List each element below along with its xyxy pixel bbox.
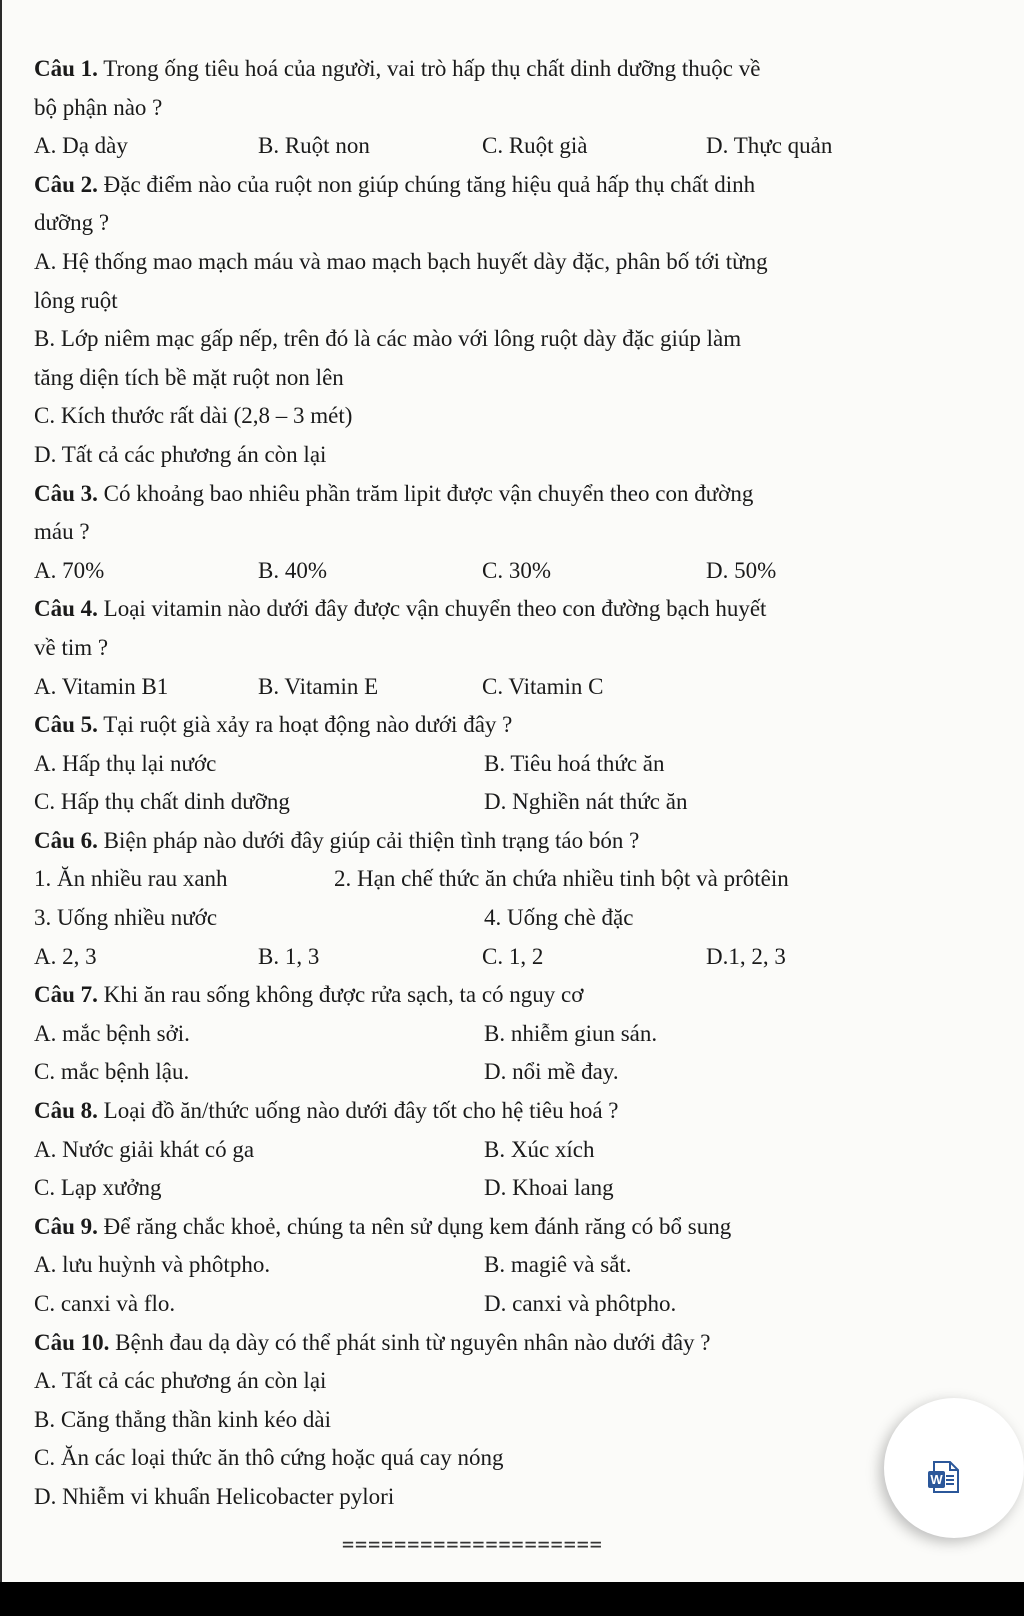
- options-row: [34, 552, 994, 591]
- option-c[interactable]: C. 1, 2: [482, 943, 544, 969]
- question-10: [34, 1324, 994, 1363]
- option-b[interactable]: B. Xúc xích: [484, 1136, 595, 1162]
- option-b-cont[interactable]: tăng diện tích bề mặt ruột non lên: [34, 364, 344, 390]
- options-row: [34, 938, 994, 977]
- option-c[interactable]: C. Hấp thụ chất dinh dưỡng: [34, 789, 290, 815]
- item-1: 1. Ăn nhiều rau xanh: [34, 866, 228, 892]
- option-d[interactable]: D. 50%: [706, 557, 777, 583]
- options-row: [34, 783, 994, 822]
- question-text-cont: dưỡng ?: [34, 210, 110, 236]
- option-b[interactable]: B. 40%: [258, 557, 327, 583]
- question-title: Câu 4.: [34, 596, 98, 622]
- option-d[interactable]: D. canxi và phôtpho.: [484, 1291, 677, 1316]
- option-b[interactable]: B. 1, 3: [258, 943, 320, 969]
- option-c[interactable]: C. mắc bệnh lậu.: [34, 1059, 190, 1085]
- options-row: [34, 1246, 994, 1285]
- option-c[interactable]: C. Vitamin C: [482, 673, 604, 699]
- option-a[interactable]: A. lưu huỳnh và phôtpho.: [34, 1252, 271, 1278]
- question-text-cont: bộ phận nào ?: [34, 94, 163, 120]
- option-b[interactable]: B. magiê và sắt.: [484, 1252, 632, 1278]
- option-a[interactable]: A. Nước giải khát có ga: [34, 1136, 255, 1162]
- items-row: [34, 860, 994, 899]
- question-3: [34, 475, 994, 514]
- question-title: Câu 9.: [34, 1213, 98, 1239]
- options-row: [34, 745, 994, 784]
- option-a[interactable]: A. 2, 3: [34, 943, 97, 969]
- option-b[interactable]: B. Ruột non: [258, 133, 370, 159]
- option-b[interactable]: B. nhiễm giun sán.: [484, 1020, 658, 1046]
- question-text: Biện pháp nào dưới đây giúp cải thiện tình trạng táo bón ?: [103, 827, 640, 853]
- question-title: Câu 1.: [34, 56, 98, 81]
- question-2: [34, 166, 994, 205]
- options-row: [34, 668, 994, 707]
- option-b[interactable]: B. Tiêu hoá thức ăn: [484, 750, 665, 776]
- item-4: 4. Uống chè đặc: [484, 905, 634, 931]
- options-row: [34, 1015, 994, 1054]
- option-c[interactable]: C. Lạp xưởng: [34, 1175, 162, 1201]
- question-text-cont: về tim ?: [34, 634, 109, 660]
- bottom-black-bar: [0, 1582, 1024, 1616]
- question-text: Có khoảng bao nhiêu phần trăm lipit được vận chuyển theo con đường: [103, 480, 754, 506]
- option-d[interactable]: D. Thực quản: [706, 133, 833, 159]
- question-title: Câu 5.: [34, 712, 98, 738]
- option-a[interactable]: A. Dạ dày: [34, 133, 128, 159]
- question-text: Để răng chắc khoẻ, chúng ta nên sử dụng kem đánh răng có bổ sung: [103, 1213, 732, 1239]
- question-text: Bệnh đau dạ dày có thể phát sinh từ nguyên nhân nào dưới đây ?: [115, 1329, 711, 1355]
- option-d[interactable]: D. nổi mề đay.: [484, 1059, 619, 1085]
- question-4: [34, 590, 994, 629]
- question-7: [34, 976, 994, 1015]
- word-document-icon[interactable]: [926, 1460, 960, 1494]
- item-2: 2. Hạn chế thức ăn chứa nhiều tinh bột và prôtêin: [334, 866, 789, 892]
- option-c[interactable]: C. canxi và flo.: [34, 1291, 176, 1316]
- option-b[interactable]: B. Căng thẳng thần kinh kéo dài: [34, 1406, 332, 1432]
- question-8: [34, 1092, 994, 1131]
- option-a[interactable]: A. mắc bệnh sởi.: [34, 1020, 190, 1046]
- option-d[interactable]: D. Nhiễm vi khuẩn Helicobacter pylori: [34, 1483, 395, 1509]
- question-title: Câu 8.: [34, 1098, 98, 1124]
- options-row: [34, 1285, 994, 1324]
- option-d[interactable]: D. Khoai lang: [484, 1175, 614, 1201]
- option-b[interactable]: B. Lớp niêm mạc gấp nếp, trên đó là các mào với lông ruột dày đặc giúp làm: [34, 326, 742, 352]
- question-title: Câu 7.: [34, 982, 98, 1008]
- separator-line: ====================: [342, 1532, 603, 1556]
- option-b[interactable]: B. Vitamin E: [258, 673, 379, 699]
- options-row: [34, 1169, 994, 1208]
- options-row: [34, 1053, 994, 1092]
- question-text: Tại ruột già xảy ra hoạt động nào dưới đây ?: [103, 712, 513, 738]
- option-d[interactable]: D. Tất cả các phương án còn lại: [34, 441, 327, 467]
- option-c[interactable]: C. Kích thước rất dài (2,8 – 3 mét): [34, 403, 353, 429]
- option-a-cont[interactable]: lông ruột: [34, 287, 118, 313]
- question-6: [34, 822, 994, 861]
- question-title: Câu 10.: [34, 1329, 110, 1355]
- question-text: Trong ống tiêu hoá của người, vai trò hấp thụ chất dinh dưỡng thuộc về: [103, 56, 761, 81]
- item-3: 3. Uống nhiều nước: [34, 905, 218, 931]
- word-icon-letter: W: [930, 1472, 943, 1487]
- option-a[interactable]: A. Vitamin B1: [34, 673, 169, 699]
- question-title: Câu 2.: [34, 171, 98, 197]
- question-list: [34, 50, 994, 1517]
- question-5: [34, 706, 994, 745]
- question-title: Câu 3.: [34, 480, 98, 506]
- question-9: [34, 1208, 994, 1247]
- items-row: [34, 899, 994, 938]
- option-c[interactable]: C. 30%: [482, 557, 551, 583]
- option-a[interactable]: A. 70%: [34, 557, 105, 583]
- question-title: Câu 6.: [34, 827, 98, 853]
- question-text: Khi ăn rau sống không được rửa sạch, ta có nguy cơ: [103, 982, 584, 1008]
- option-a[interactable]: A. Hấp thụ lại nước: [34, 750, 217, 776]
- option-a[interactable]: A. Hệ thống mao mạch máu và mao mạch bạch huyết dày đặc, phân bố tới từng: [34, 248, 768, 274]
- option-d[interactable]: D.1, 2, 3: [706, 943, 786, 969]
- options-row: [34, 127, 994, 166]
- question-text-cont: máu ?: [34, 519, 90, 545]
- option-c[interactable]: C. Ăn các loại thức ăn thô cứng hoặc quá cay nóng: [34, 1445, 504, 1471]
- options-row: [34, 1131, 994, 1170]
- option-a[interactable]: A. Tất cả các phương án còn lại: [34, 1368, 327, 1394]
- option-c[interactable]: C. Ruột già: [482, 133, 588, 159]
- question-text: Loại vitamin nào dưới đây được vận chuyển theo con đường bạch huyết: [103, 596, 767, 622]
- question-text: Đặc điểm nào của ruột non giúp chúng tăng hiệu quả hấp thụ chất dinh: [103, 171, 756, 197]
- option-d[interactable]: D. Nghiền nát thức ăn: [484, 789, 688, 815]
- question-1: [34, 50, 994, 89]
- question-text: Loại đồ ăn/thức uống nào dưới đây tốt cho hệ tiêu hoá ?: [103, 1098, 619, 1124]
